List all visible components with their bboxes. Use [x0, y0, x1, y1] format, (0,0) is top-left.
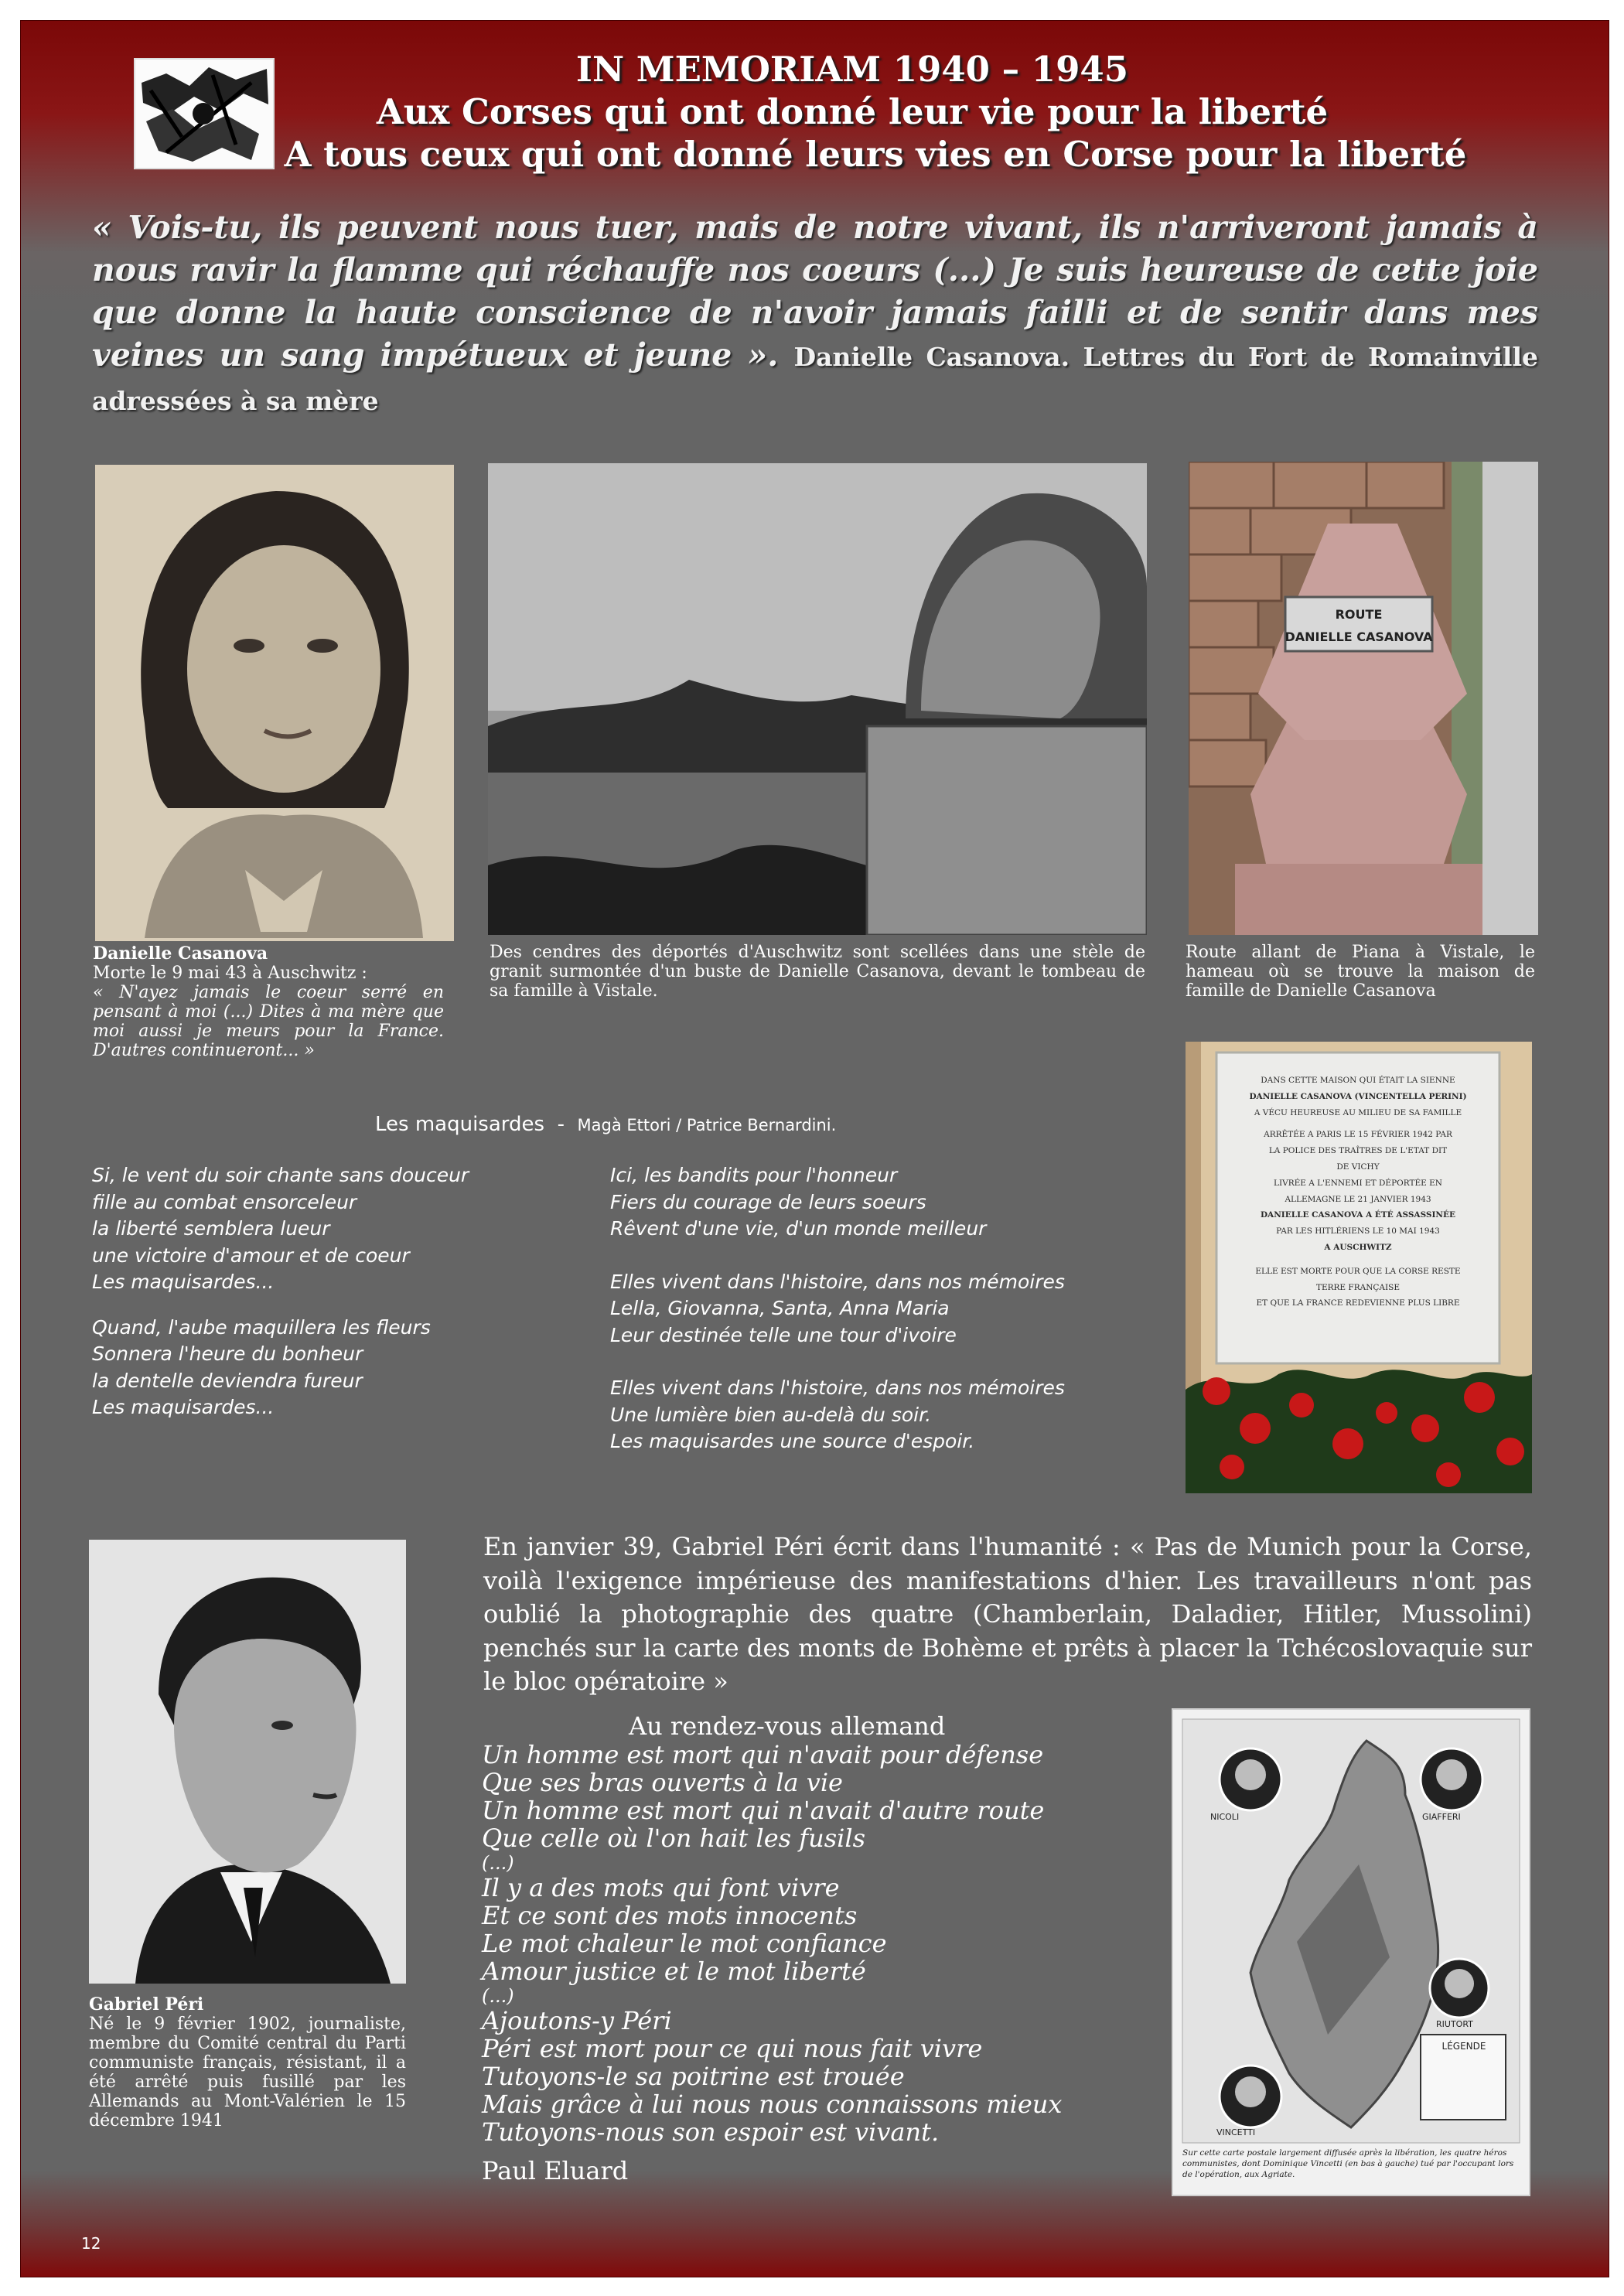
- poem-line: Les maquisardes...: [92, 1271, 275, 1293]
- casanova-caption-line: Morte le 9 mai 43 à Auschwitz :: [93, 964, 367, 983]
- poem-line: Un homme est mort qui n'avait d'autre route: [482, 1796, 1045, 1825]
- peri-caption: [89, 1995, 406, 2131]
- peri-paragraph: En janvier 39, Gabriel Péri écrit dans l'humanité : « Pas de Munich pour la Corse, voilà l'exigence impérieuse des manifestations d'hier. Les travailleurs n'ont pas oublié la photographie des quatre (Chamberlain, Daladier, Hitler, Mussolini) penchés sur la carte des monts de Bohème et prêts à placer la Tchécoslovaquie sur le bloc opératoire »: [483, 1532, 1532, 1696]
- poem-line: Mais grâce à lui nous nous connaissons mieux: [482, 2090, 1063, 2119]
- poem-line: Les maquisardes une source d'espoir.: [610, 1430, 975, 1452]
- peri-caption-text: Né le 9 février 1902, journaliste, membre du Comité central du Parti communiste français, résistant, il a été arrêté puis fusillé par les Allemands au Mont-Valérien le 15 décembre 1941: [89, 2015, 406, 2131]
- plaque-line: DANIELLE CASANOVA (VINCENTELLA PERINI): [1249, 1091, 1467, 1101]
- plaque-line: ET QUE LA FRANCE REDEVIENNE PLUS LIBRE: [1256, 1298, 1460, 1308]
- casanova-caption-name: Danielle Casanova: [93, 943, 268, 964]
- peri-caption-name: Gabriel Péri: [89, 1994, 204, 2015]
- plaque-line: LIVRÉE A L'ENNEMI ET DÉPORTÉE EN: [1273, 1178, 1442, 1188]
- route-stele-photo: [1189, 462, 1538, 935]
- poem-line: Si, le vent du soir chante sans douceur: [92, 1164, 469, 1186]
- quote-source: Danielle Casanova. Lettres du Fort de Romainville adressées à sa mère: [92, 342, 1538, 416]
- header-line-1: IN MEMORIAM 1940 – 1945: [575, 49, 1129, 90]
- maquisardes-title: [375, 1113, 916, 1136]
- plaque-line: LA POLICE DES TRAÎTRES DE L'ETAT DIT: [1268, 1146, 1448, 1156]
- poem-line: (...): [482, 1852, 514, 1874]
- stanza: [610, 1269, 1167, 1349]
- plaque-line: ELLE EST MORTE POUR QUE LA CORSE RESTE: [1255, 1266, 1461, 1276]
- poem-line: Et ce sont des mots innocents: [482, 1901, 858, 1930]
- maquisardes-title-text: Les maquisardes: [375, 1113, 545, 1136]
- casanova-caption: [93, 944, 444, 1060]
- stanza: [610, 1375, 1167, 1455]
- plaque-line: PAR LES HITLÉRIENS LE 10 MAI 1943: [1276, 1226, 1440, 1237]
- eluard-author: Paul Eluard: [482, 2156, 629, 2185]
- gabriel-peri-photo: [89, 1540, 406, 1984]
- poem-line: Elles vivent dans l'histoire, dans nos mémoires: [610, 1377, 1065, 1399]
- poem-line: Sonnera l'heure du bonheur: [92, 1342, 363, 1365]
- casanova-bust-photo: [488, 463, 1147, 935]
- quote-text: « Vois-tu, ils peuvent nous tuer, mais de notre vivant, ils n'arriveront jamais à nous ravir la flamme qui réchauffe nos coeurs (...) Je suis heureuse de cette joie que donne la haute conscience de n'avoir jamais failli et de sentir dans mes veines un sang impétueux et jeune ».: [92, 209, 1538, 374]
- stanza: [92, 1162, 587, 1296]
- stanza: [92, 1315, 587, 1421]
- poem-line: Le mot chaleur le mot confiance: [482, 1929, 887, 1958]
- poem-line: la liberté semblera lueur: [92, 1217, 330, 1240]
- header-line-3: A tous ceux qui ont donné leurs vies en Corse pour la liberté: [284, 134, 1467, 175]
- poem-line: Leur destinée telle une tour d'ivoire: [610, 1323, 957, 1346]
- route-sign-line-2: DANIELLE CASANOVA: [1285, 629, 1433, 644]
- poem-line: Les maquisardes...: [92, 1396, 275, 1418]
- poem-line: fille au combat ensorceleur: [92, 1190, 357, 1213]
- map-label-giafferi: GIAFFERI: [1422, 1812, 1461, 1822]
- poem-line: Un homme est mort qui n'avait pour défense: [482, 1740, 1044, 1769]
- plaque-line: A AUSCHWITZ: [1324, 1242, 1392, 1252]
- eluard-poem: [482, 1741, 1178, 2185]
- poem-line: Tutoyons-le sa poitrine est trouée: [482, 2062, 905, 2091]
- plaque-line: TERRE FRANÇAISE: [1315, 1282, 1401, 1292]
- poem-line: Ajoutons-y Péri: [482, 2006, 672, 2035]
- maquisardes-authors: Magà Ettori / Patrice Bernardini.: [577, 1116, 837, 1134]
- eluard-poem-title: Au rendez-vous allemand: [629, 1711, 946, 1741]
- map-label-riutort: RIUTORT: [1436, 2019, 1473, 2029]
- poem-line: Elles vivent dans l'histoire, dans nos mémoires: [610, 1270, 1065, 1293]
- map-legend: LÉGENDE: [1441, 2041, 1486, 2052]
- page-number: 12: [81, 2234, 101, 2253]
- map-caption: Sur cette carte postale largement diffusée après la libération, les quatre héros communistes, dont Dominique Vincetti (en bas à gauche) tué par l'occupant lors de l'opération, aux Agriate.: [1182, 2148, 1514, 2179]
- map-label-nicoli: NICOLI: [1210, 1812, 1240, 1822]
- poem-line: Lella, Giovanna, Santa, Anna Maria: [610, 1297, 950, 1319]
- plaque-line: ALLEMAGNE LE 21 JANVIER 1943: [1285, 1194, 1431, 1204]
- route-caption: Route allant de Piana à Vistale, le hameau où se trouve la maison de famille de Danielle Casanova: [1186, 943, 1535, 1001]
- map-label-vincetti: VINCETTI: [1216, 2127, 1256, 2137]
- poem-line: Une lumière bien au-delà du soir.: [610, 1403, 932, 1426]
- maquisardes-separator: -: [557, 1113, 565, 1136]
- casanova-portrait-photo: [95, 465, 454, 941]
- plaque-line: DANIELLE CASANOVA A ÉTÉ ASSASSINÉE: [1260, 1210, 1456, 1220]
- stanza: [610, 1162, 1167, 1243]
- maquisardes-left-column: [92, 1162, 587, 1440]
- poem-line: Que celle où l'on hait les fusils: [482, 1823, 865, 1853]
- poem-line: Péri est mort pour ce qui nous fait vivre: [482, 2034, 983, 2063]
- header-line-2: Aux Corses qui ont donné leur vie pour la liberté: [376, 91, 1329, 132]
- poem-line: Tutoyons-nous son espoir est vivant.: [482, 2117, 940, 2147]
- plaque-line: A VÉCU HEUREUSE AU MILIEU DE SA FAMILLE: [1254, 1107, 1462, 1117]
- plaque-line: ARRÊTÉE A PARIS LE 15 FÉVRIER 1942 PAR: [1264, 1130, 1452, 1140]
- page-panel: [20, 20, 1609, 2277]
- poem-line: Que ses bras ouverts à la vie: [482, 1768, 843, 1797]
- poem-line: Amour justice et le mot liberté: [482, 1957, 866, 1986]
- casanova-caption-quote: « N'ayez jamais le coeur serré en pensant à moi (...) Dites à ma mère que moi aussi je meurs pour la France. D'autres continueront... »: [93, 983, 444, 1060]
- memorial-plaque-photo: [1186, 1042, 1532, 1493]
- maquisardes-right-column: [610, 1162, 1167, 1474]
- poem-line: une victoire d'amour et de coeur: [92, 1244, 410, 1267]
- bust-caption: Des cendres des déportés d'Auschwitz sont scellées dans une stèle de granit surmontée d'un buste de Danielle Casanova, devant le tombeau de sa famille à Vistale.: [490, 943, 1145, 1001]
- plaque-line: DANS CETTE MAISON QUI ÉTAIT LA SIENNE: [1261, 1076, 1455, 1085]
- poem-line: Rêvent d'une vie, d'un monde meilleur: [610, 1217, 987, 1240]
- plaque-line: DE VICHY: [1336, 1162, 1380, 1172]
- casanova-quote: [92, 206, 1538, 422]
- poem-line: (...): [482, 1985, 514, 2007]
- corsica-map-postcard: [1172, 1708, 1530, 2196]
- route-sign-line-1: ROUTE: [1335, 607, 1383, 622]
- poem-line: Fiers du courage de leurs soeurs: [610, 1190, 926, 1213]
- poem-line: la dentelle deviendra fureur: [92, 1369, 363, 1392]
- poem-line: Ici, les bandits pour l'honneur: [610, 1164, 898, 1186]
- poem-line: Quand, l'aube maquillera les fleurs: [92, 1315, 431, 1339]
- plaque-text: [1223, 1073, 1493, 1312]
- poem-line: Il y a des mots qui font vivre: [482, 1873, 840, 1902]
